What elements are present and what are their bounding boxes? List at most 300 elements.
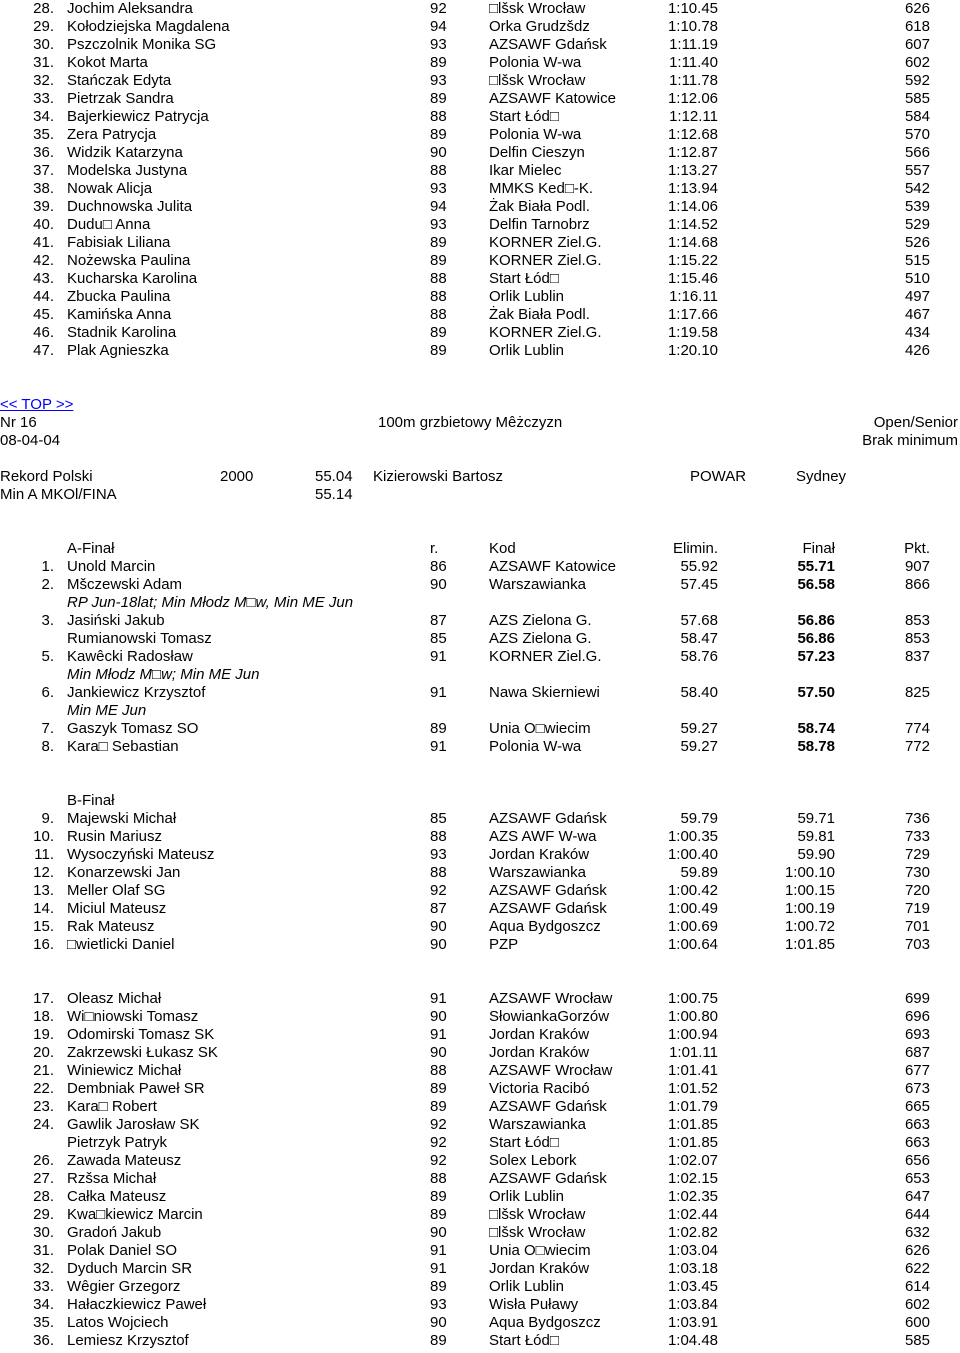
swimmer-name: Gawlik Jarosław SK xyxy=(67,1116,200,1133)
result-time: 1:13.27 xyxy=(667,162,718,179)
header-elim: Elimin. xyxy=(672,540,718,557)
birth-year: 93 xyxy=(430,1296,447,1313)
table-row xyxy=(0,1314,960,1332)
points: 853 xyxy=(904,612,930,629)
min-a-time: 55.14 xyxy=(315,486,353,503)
final-time: 59.81 xyxy=(797,828,835,845)
result-time: 1:02.82 xyxy=(667,1224,718,1241)
place: 10. xyxy=(33,828,54,845)
table-row xyxy=(0,1188,960,1206)
place: 8. xyxy=(41,738,54,755)
place: 33. xyxy=(33,1278,54,1295)
swimmer-name: Lemiesz Krzysztof xyxy=(67,1332,189,1349)
club-name: Polonia W-wa xyxy=(489,54,582,71)
result-time: 1:01.41 xyxy=(667,1062,718,1079)
points: 626 xyxy=(904,1242,930,1259)
club-name: KORNER Ziel.G. xyxy=(489,252,602,269)
points: 837 xyxy=(904,648,930,665)
birth-year: 90 xyxy=(430,144,447,161)
elim-time: 57.68 xyxy=(680,612,718,629)
record-place: Sydney xyxy=(796,468,847,485)
table-row xyxy=(0,810,960,828)
swimmer-name: Kawêcki Radosław xyxy=(67,648,193,665)
result-time: 1:14.68 xyxy=(667,234,718,251)
birth-year: 90 xyxy=(430,1314,447,1331)
swimmer-name: Całka Mateusz xyxy=(67,1188,167,1205)
club-name: Polonia W-wa xyxy=(489,126,582,143)
points: 701 xyxy=(904,918,930,935)
club-name: Polonia W-wa xyxy=(489,738,582,755)
result-time: 1:01.11 xyxy=(669,1044,718,1061)
birth-year: 88 xyxy=(430,1062,447,1079)
result-time: 1:15.22 xyxy=(667,252,718,269)
place: 2. xyxy=(41,576,54,593)
table-row xyxy=(0,630,960,648)
final-time: 58.78 xyxy=(797,738,835,755)
points: 663 xyxy=(904,1134,930,1151)
swimmer-name: Latos Wojciech xyxy=(67,1314,169,1331)
club-name: Unia O□wiecim xyxy=(489,720,591,737)
elim-time: 57.45 xyxy=(680,576,718,593)
place: 47. xyxy=(33,342,54,359)
place: 31. xyxy=(33,1242,54,1259)
swimmer-name: Wi□niowski Tomasz xyxy=(67,1008,199,1025)
place: 38. xyxy=(33,180,54,197)
elim-time: 58.47 xyxy=(680,630,718,647)
place: 45. xyxy=(33,306,54,323)
swimmer-name: Nożewska Paulina xyxy=(67,252,191,269)
place: 34. xyxy=(33,1296,54,1313)
club-name: AZSAWF Gdańsk xyxy=(489,1170,607,1187)
birth-year: 89 xyxy=(430,342,447,359)
club-name: Start Łód□ xyxy=(489,1332,559,1349)
place: 46. xyxy=(33,324,54,341)
elim-time: 1:00.40 xyxy=(667,846,718,863)
result-time: 1:10.78 xyxy=(667,18,718,35)
points: 774 xyxy=(904,720,930,737)
club-name: AZSAWF Katowice xyxy=(489,90,616,107)
result-time: 1:12.87 xyxy=(667,144,718,161)
swimmer-name: Pietrzak Sandra xyxy=(67,90,174,107)
result-time: 1:01.85 xyxy=(667,1116,718,1133)
birth-year: 93 xyxy=(430,180,447,197)
club-name: Orlik Lublin xyxy=(489,342,565,359)
place: 30. xyxy=(33,1224,54,1241)
birth-year: 89 xyxy=(430,90,447,107)
swimmer-name: Duchnowska Julita xyxy=(67,198,193,215)
final-time: 57.23 xyxy=(797,648,835,665)
table-row xyxy=(0,1170,960,1188)
table-row xyxy=(0,216,960,234)
birth-year: 85 xyxy=(430,630,447,647)
swimmer-name: Modelska Justyna xyxy=(67,162,188,179)
club-name: AZSAWF Gdańsk xyxy=(489,882,607,899)
birth-year: 94 xyxy=(430,198,447,215)
final-time: 1:00.19 xyxy=(784,900,835,917)
birth-year: 88 xyxy=(430,306,447,323)
club-name: Nawa Skierniewi xyxy=(489,684,600,701)
result-time: 1:03.04 xyxy=(667,1242,718,1259)
place: 34. xyxy=(33,108,54,125)
birth-year: 93 xyxy=(430,72,447,89)
birth-year: 89 xyxy=(430,1278,447,1295)
swimmer-name: Pietrzyk Patryk xyxy=(67,1134,168,1151)
place: 43. xyxy=(33,270,54,287)
birth-year: 88 xyxy=(430,828,447,845)
birth-year: 88 xyxy=(430,288,447,305)
points: 733 xyxy=(904,828,930,845)
birth-year: 91 xyxy=(430,738,447,755)
place: 39. xyxy=(33,198,54,215)
club-name: □lšsk Wrocław xyxy=(489,1206,586,1223)
birth-year: 91 xyxy=(430,1260,447,1277)
place: 19. xyxy=(33,1026,54,1043)
birth-year: 90 xyxy=(430,1224,447,1241)
club-name: AZSAWF Gdańsk xyxy=(489,810,607,827)
place: 41. xyxy=(33,234,54,251)
birth-year: 90 xyxy=(430,918,447,935)
swimmer-name: Unold Marcin xyxy=(67,558,156,575)
club-name: Aqua Bydgoszcz xyxy=(489,1314,601,1331)
club-name: AZSAWF Wrocław xyxy=(489,990,613,1007)
birth-year: 89 xyxy=(430,252,447,269)
club-name: AZS Zielona G. xyxy=(489,612,592,629)
table-row xyxy=(0,990,960,1008)
event-date: 08-04-04 xyxy=(0,432,61,449)
club-name: Warszawianka xyxy=(489,576,586,593)
place: 1. xyxy=(41,558,54,575)
birth-year: 86 xyxy=(430,558,447,575)
swimmer-name: Dembniak Paweł SR xyxy=(67,1080,205,1097)
table-row xyxy=(0,1332,960,1350)
table-row xyxy=(0,1098,960,1116)
points: 614 xyxy=(904,1278,930,1295)
club-name: □lšsk Wrocław xyxy=(489,72,586,89)
elim-time: 59.89 xyxy=(680,864,718,881)
place: 37. xyxy=(33,162,54,179)
table-row xyxy=(0,1278,960,1296)
points: 626 xyxy=(904,0,930,17)
birth-year: 88 xyxy=(430,1170,447,1187)
swimmer-name: Winiewicz Michał xyxy=(67,1062,182,1079)
points: 825 xyxy=(904,684,930,701)
place: 32. xyxy=(33,72,54,89)
table-row xyxy=(0,1008,960,1026)
birth-year: 89 xyxy=(430,54,447,71)
place: 28. xyxy=(33,1188,54,1205)
club-name: Jordan Kraków xyxy=(489,1026,590,1043)
birth-year: 88 xyxy=(430,162,447,179)
table-row xyxy=(0,1026,960,1044)
swimmer-name: Gradoń Jakub xyxy=(67,1224,162,1241)
swimmer-name: Stadnik Karolina xyxy=(67,324,177,341)
points: 665 xyxy=(904,1098,930,1115)
elim-time: 1:00.35 xyxy=(667,828,718,845)
table-row xyxy=(0,1116,960,1134)
swimmer-name: Rumianowski Tomasz xyxy=(67,630,212,647)
elim-time: 58.76 xyxy=(680,648,718,665)
points: 693 xyxy=(904,1026,930,1043)
place: 14. xyxy=(33,900,54,917)
points: 703 xyxy=(904,936,930,953)
result-time: 1:11.40 xyxy=(669,54,718,71)
birth-year: 94 xyxy=(430,18,447,35)
place: 18. xyxy=(33,1008,54,1025)
club-name: Solex Lebork xyxy=(489,1152,577,1169)
place: 44. xyxy=(33,288,54,305)
club-name: Delfin Tarnobrz xyxy=(489,216,590,233)
place: 16. xyxy=(33,936,54,953)
swimmer-name: Zawada Mateusz xyxy=(67,1152,182,1169)
place: 13. xyxy=(33,882,54,899)
table-row xyxy=(0,1062,960,1080)
swimmer-name: Dyduch Marcin SR xyxy=(67,1260,193,1277)
swimmer-name: Pszczolnik Monika SG xyxy=(67,36,217,53)
points: 647 xyxy=(904,1188,930,1205)
points: 585 xyxy=(904,90,930,107)
final-time: 59.90 xyxy=(797,846,835,863)
points: 566 xyxy=(904,144,930,161)
event-title: 100m grzbietowy Mêżczyzn xyxy=(378,414,563,431)
place: 29. xyxy=(33,18,54,35)
table-row xyxy=(0,324,960,342)
birth-year: 90 xyxy=(430,1044,447,1061)
result-time: 1:01.85 xyxy=(667,1134,718,1151)
result-time: 1:16.11 xyxy=(669,288,718,305)
points: 622 xyxy=(904,1260,930,1277)
birth-year: 87 xyxy=(430,612,447,629)
place: 28. xyxy=(33,0,54,17)
swimmer-name: Hałaczkiewicz Paweł xyxy=(67,1296,207,1313)
result-time: 1:14.06 xyxy=(667,198,718,215)
points: 602 xyxy=(904,54,930,71)
points: 866 xyxy=(904,576,930,593)
table-row xyxy=(0,1080,960,1098)
swimmer-name: Polak Daniel SO xyxy=(67,1242,178,1259)
swimmer-name: Zbucka Paulina xyxy=(67,288,171,305)
club-name: Orlik Lublin xyxy=(489,1188,565,1205)
elim-time: 1:00.49 xyxy=(667,900,718,917)
place: 27. xyxy=(33,1170,54,1187)
table-row xyxy=(0,162,960,180)
points: 515 xyxy=(904,252,930,269)
swimmer-name: Jasiński Jakub xyxy=(67,612,165,629)
place: 40. xyxy=(33,216,54,233)
table-row xyxy=(0,576,960,594)
table-row xyxy=(0,882,960,900)
points: 720 xyxy=(904,882,930,899)
points: 687 xyxy=(904,1044,930,1061)
place: 5. xyxy=(41,648,54,665)
record-label: Rekord Polski xyxy=(0,468,93,485)
top-link[interactable]: << TOP >> xyxy=(0,396,74,413)
birth-year: 89 xyxy=(430,1188,447,1205)
points: 618 xyxy=(904,18,930,35)
swimmer-name: Nowak Alicja xyxy=(67,180,153,197)
points: 673 xyxy=(904,1080,930,1097)
points: 542 xyxy=(904,180,930,197)
birth-year: 90 xyxy=(430,1008,447,1025)
place: 22. xyxy=(33,1080,54,1097)
swimmer-name: Kara□ Robert xyxy=(67,1098,157,1115)
qualification-note: Min ME Jun xyxy=(67,702,147,719)
place: 42. xyxy=(33,252,54,269)
birth-year: 89 xyxy=(430,1332,447,1349)
club-name: Start Łód□ xyxy=(489,270,559,287)
points: 467 xyxy=(904,306,930,323)
points: 730 xyxy=(904,864,930,881)
birth-year: 93 xyxy=(430,36,447,53)
club-name: AZSAWF Katowice xyxy=(489,558,616,575)
birth-year: 89 xyxy=(430,1098,447,1115)
qualification-note: RP Jun-18lat; Min Młodz M□w, Min ME Jun xyxy=(67,594,354,611)
table-row xyxy=(0,144,960,162)
club-name: AZSAWF Gdańsk xyxy=(489,1098,607,1115)
elim-time: 1:00.42 xyxy=(667,882,718,899)
swimmer-name: Kokot Marta xyxy=(67,54,148,71)
place: 11. xyxy=(34,846,54,863)
table-row xyxy=(0,918,960,936)
points: 434 xyxy=(904,324,930,341)
club-name: KORNER Ziel.G. xyxy=(489,648,602,665)
table-row xyxy=(0,90,960,108)
swimmer-name: Rak Mateusz xyxy=(67,918,155,935)
club-name: Orka Grudzšdz xyxy=(489,18,590,35)
result-time: 1:12.68 xyxy=(667,126,718,143)
result-time: 1:11.78 xyxy=(669,72,718,89)
table-row xyxy=(0,72,960,90)
record-holder: Kizierowski Bartosz xyxy=(373,468,504,485)
result-time: 1:00.75 xyxy=(667,990,718,1007)
swimmer-name: Stańczak Edyta xyxy=(67,72,172,89)
table-row xyxy=(0,900,960,918)
final-time: 55.71 xyxy=(797,558,835,575)
table-row xyxy=(0,612,960,630)
points: 529 xyxy=(904,216,930,233)
result-time: 1:11.19 xyxy=(669,36,718,53)
record-year: 2000 xyxy=(220,468,254,485)
table-row xyxy=(0,234,960,252)
swimmer-name: Rusin Mariusz xyxy=(67,828,163,845)
table-row xyxy=(0,0,960,18)
birth-year: 89 xyxy=(430,234,447,251)
table-row xyxy=(0,1044,960,1062)
result-time: 1:20.10 xyxy=(667,342,718,359)
result-time: 1:03.18 xyxy=(667,1260,718,1277)
table-row xyxy=(0,1134,960,1152)
club-name: Warszawianka xyxy=(489,1116,586,1133)
elim-time: 1:00.69 xyxy=(667,918,718,935)
table-row xyxy=(0,36,960,54)
points: 656 xyxy=(904,1152,930,1169)
table-row xyxy=(0,180,960,198)
place: 29. xyxy=(33,1206,54,1223)
club-name: Jordan Kraków xyxy=(489,1044,590,1061)
club-name: Jordan Kraków xyxy=(489,1260,590,1277)
club-name: SłowiankaGorzów xyxy=(489,1008,610,1025)
points: 663 xyxy=(904,1116,930,1133)
points: 736 xyxy=(904,810,930,827)
birth-year: 85 xyxy=(430,810,447,827)
birth-year: 87 xyxy=(430,900,447,917)
result-time: 1:12.06 xyxy=(667,90,718,107)
points: 696 xyxy=(904,1008,930,1025)
place: 26. xyxy=(33,1152,54,1169)
swimmer-name: Mšczewski Adam xyxy=(67,576,183,593)
table-row xyxy=(0,720,960,738)
elim-time: 59.27 xyxy=(680,720,718,737)
place: 15. xyxy=(33,918,54,935)
points: 644 xyxy=(904,1206,930,1223)
header-points: Pkt. xyxy=(904,540,930,557)
elim-time: 58.40 xyxy=(680,684,718,701)
table-row xyxy=(0,54,960,72)
place: 6. xyxy=(41,684,54,701)
table-row xyxy=(0,342,960,360)
result-time: 1:03.84 xyxy=(667,1296,718,1313)
final-time: 1:00.72 xyxy=(784,918,835,935)
table-row xyxy=(0,684,960,702)
table-row xyxy=(0,846,960,864)
table-row xyxy=(0,1242,960,1260)
place: 31. xyxy=(33,54,54,71)
birth-year: 89 xyxy=(430,1080,447,1097)
club-name: Start Łód□ xyxy=(489,1134,559,1151)
result-time: 1:04.48 xyxy=(667,1332,718,1349)
birth-year: 88 xyxy=(430,270,447,287)
swimmer-name: Miciul Mateusz xyxy=(67,900,167,917)
birth-year: 93 xyxy=(430,216,447,233)
points: 677 xyxy=(904,1062,930,1079)
points: 719 xyxy=(904,900,930,917)
result-time: 1:12.11 xyxy=(669,108,718,125)
club-name: KORNER Ziel.G. xyxy=(489,234,602,251)
table-row xyxy=(0,198,960,216)
record-time: 55.04 xyxy=(315,468,353,485)
club-name: AZSAWF Gdańsk xyxy=(489,900,607,917)
swimmer-name: Oleasz Michał xyxy=(67,990,162,1007)
table-row xyxy=(0,558,960,576)
club-name: Victoria Racibó xyxy=(489,1080,590,1097)
final-time: 56.86 xyxy=(797,612,835,629)
place: 35. xyxy=(33,126,54,143)
points: 729 xyxy=(904,846,930,863)
birth-year: 91 xyxy=(430,990,447,1007)
final-time: 1:00.15 xyxy=(784,882,835,899)
final-time: 57.50 xyxy=(797,684,835,701)
points: 510 xyxy=(904,270,930,287)
points: 607 xyxy=(904,36,930,53)
place: 7. xyxy=(41,720,54,737)
table-row xyxy=(0,864,960,882)
points: 699 xyxy=(904,990,930,1007)
club-name: Ikar Mielec xyxy=(489,162,562,179)
swimmer-name: Rzšsa Michał xyxy=(67,1170,157,1187)
swimmer-name: Zera Patrycja xyxy=(67,126,157,143)
club-name: KORNER Ziel.G. xyxy=(489,324,602,341)
birth-year: 91 xyxy=(430,648,447,665)
swimmer-name: Kucharska Karolina xyxy=(67,270,198,287)
points: 772 xyxy=(904,738,930,755)
birth-year: 89 xyxy=(430,324,447,341)
place: 24. xyxy=(33,1116,54,1133)
header-club: Kod xyxy=(489,540,516,557)
birth-year: 92 xyxy=(430,1152,447,1169)
swimmer-name: Odomirski Tomasz SK xyxy=(67,1026,215,1043)
birth-year: 91 xyxy=(430,1026,447,1043)
swimmer-name: Wysoczyński Mateusz xyxy=(67,846,215,863)
final-b-title: B-Finał xyxy=(67,792,115,809)
